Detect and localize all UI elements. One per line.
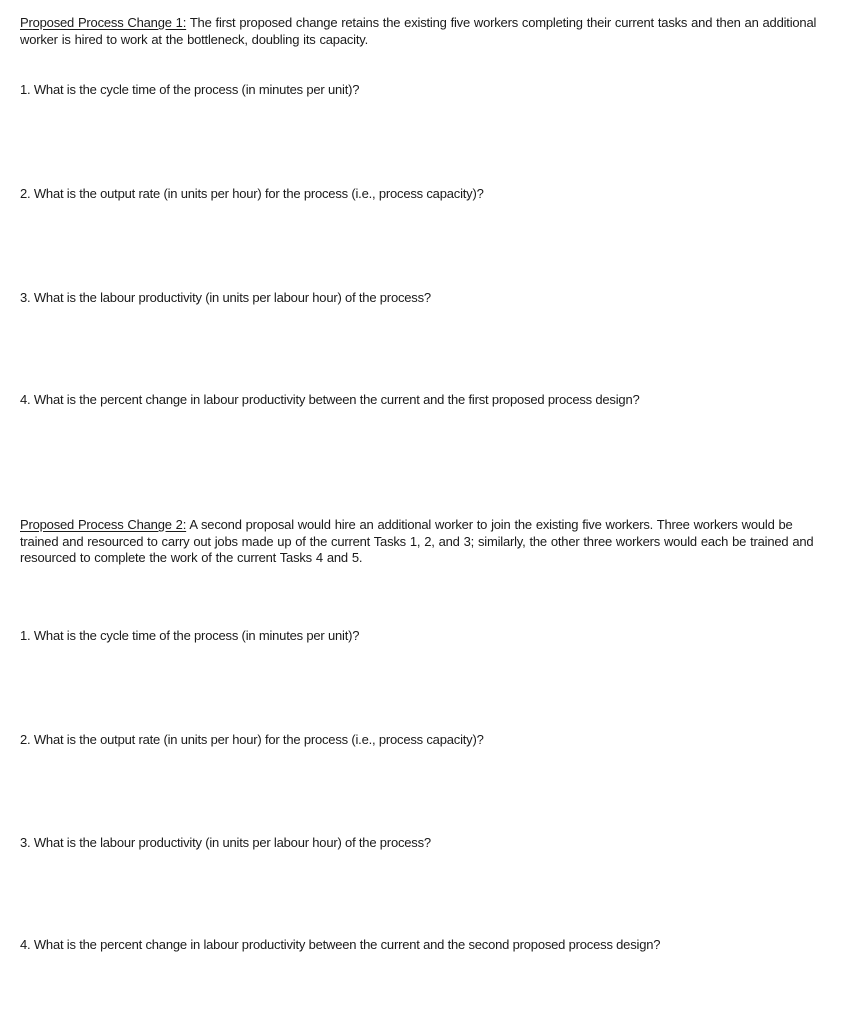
change1-body: The first proposed change retains the existing five workers completing their current tasks and then an additional worker is hired to work at the bottleneck, doubling its capacity.	[20, 15, 817, 47]
change1-question-4: 4. What is the percent change in labour productivity between the current and the first proposed process design?	[20, 392, 640, 407]
change1-question-3: 3. What is the labour productivity (in units per labour hour) of the process?	[20, 290, 431, 305]
change1-question-1: 1. What is the cycle time of the process (in minutes per unit)?	[20, 82, 360, 97]
change1-question-2: 2. What is the output rate (in units per hour) for the process (i.e., process capacity)?	[20, 186, 484, 201]
change2-question-4: 4. What is the percent change in labour productivity between the current and the second proposed process design?	[20, 937, 661, 952]
change1-paragraph	[20, 15, 820, 48]
change1-heading: Proposed Process Change 1:	[20, 15, 187, 30]
change2-body: A second proposal would hire an additional worker to join the existing five workers. Three workers would be trained and resourced to carry out jobs made up of the current Tasks 1, 2, and 3; similarly, the other three workers would each be trained and resourced to complete the work of the current Tasks 4 and 5.	[20, 517, 814, 565]
change2-paragraph	[20, 517, 820, 567]
change2-question-1: 1. What is the cycle time of the process (in minutes per unit)?	[20, 628, 360, 643]
change2-question-3: 3. What is the labour productivity (in units per labour hour) of the process?	[20, 835, 431, 850]
change2-question-2: 2. What is the output rate (in units per hour) for the process (i.e., process capacity)?	[20, 732, 484, 747]
change2-heading: Proposed Process Change 2:	[20, 517, 187, 532]
